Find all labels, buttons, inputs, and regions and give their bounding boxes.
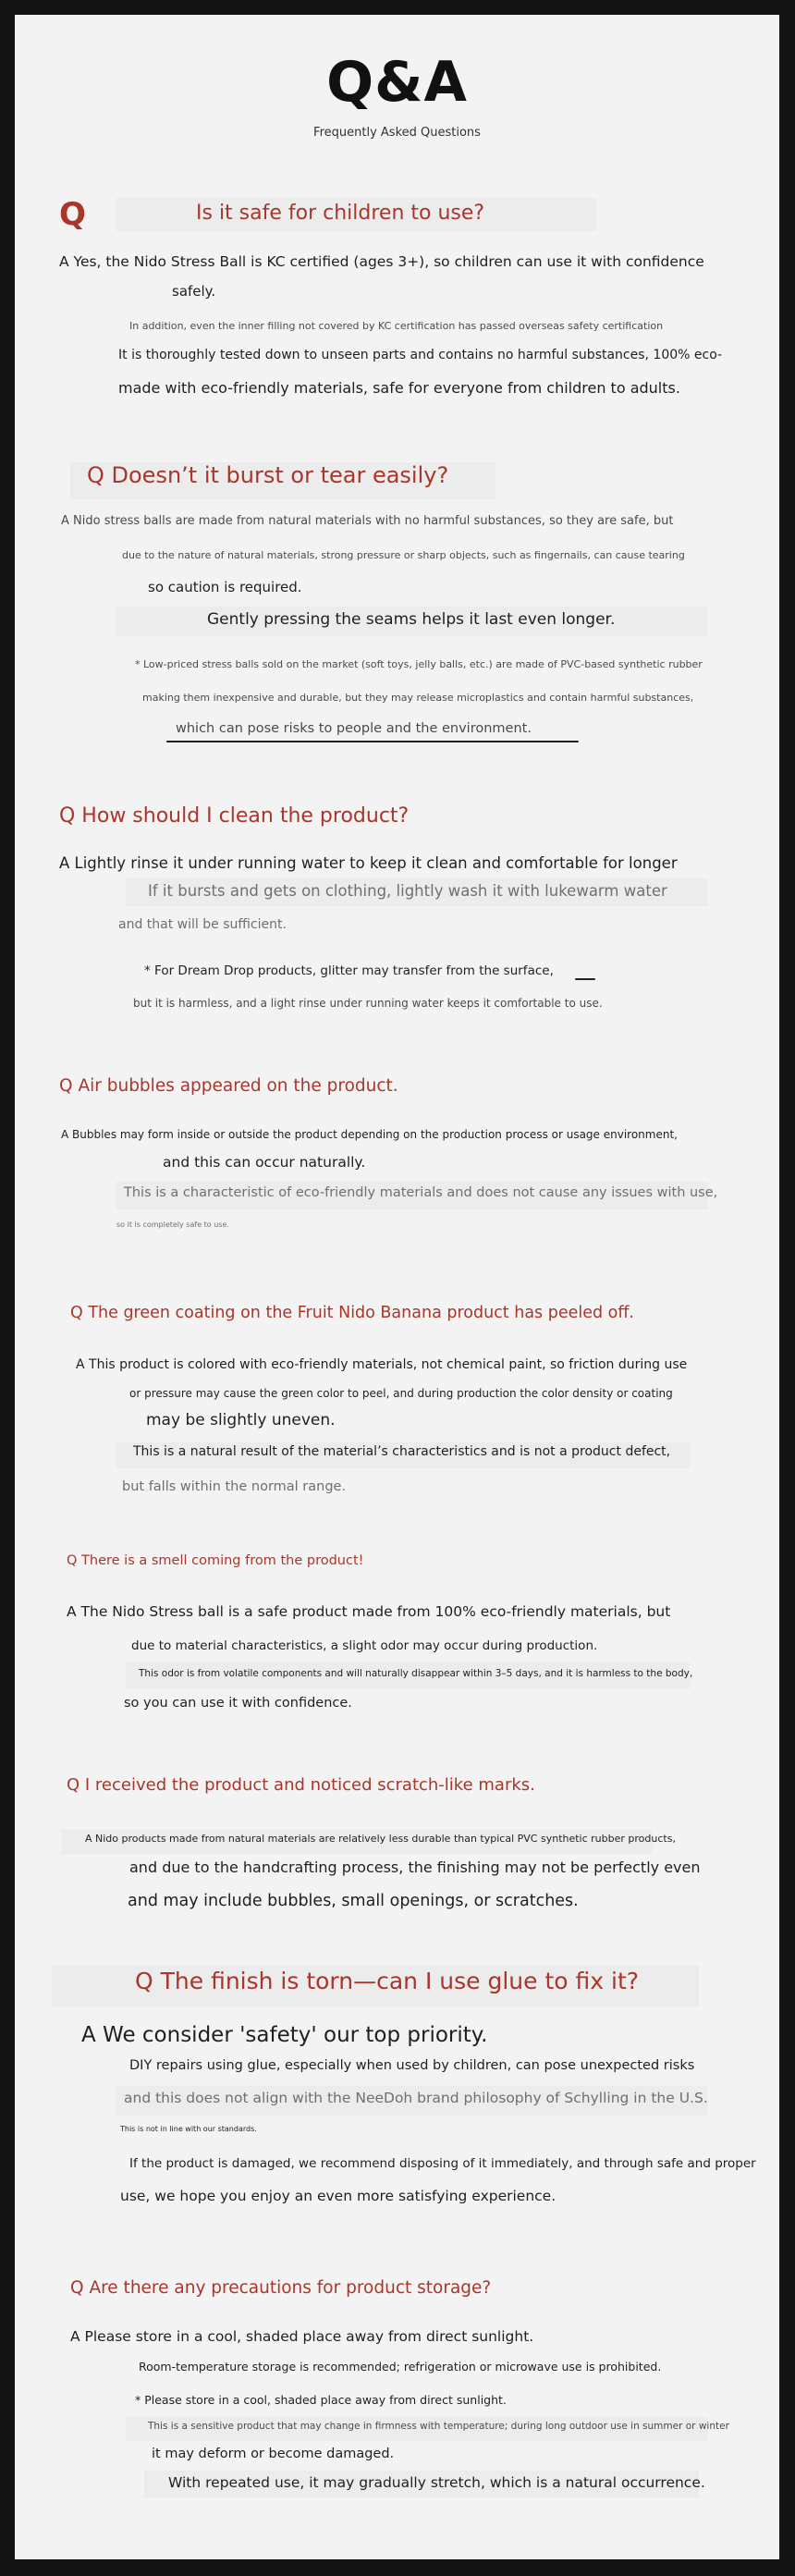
question-4: Q Air bubbles appeared on the product. <box>59 1076 398 1096</box>
answer-8-line-4: This is not in line with our standards. <box>120 2125 257 2133</box>
answer-2-line-4: Gently pressing the seams helps it last even longer. <box>207 610 616 629</box>
short-dash <box>575 978 595 980</box>
answer-1-line-1: A Yes, the Nido Stress Ball is KC certified (ages 3+), so children can use it with confidence <box>59 253 704 270</box>
answer-7-line-3: and may include bubbles, small openings, or scratches. <box>128 1892 579 1910</box>
answer-5-line-2: or pressure may cause the green color to peel, and during production the color density or coating <box>129 1387 673 1400</box>
answer-1-line-4: It is thoroughly tested down to unseen parts and contains no harmful substances, 100% eco- <box>118 348 723 362</box>
answer-2-line-2: due to the nature of natural materials, strong pressure or sharp objects, such as fingernails, can cause tearing <box>122 549 685 561</box>
page-subtitle: Frequently Asked Questions <box>313 126 481 140</box>
question-2: Q Doesn’t it burst or tear easily? <box>87 462 449 488</box>
answer-2-line-7: which can pose risks to people and the environment. <box>176 721 532 736</box>
answer-6-line-2: due to material characteristics, a slight odor may occur during production. <box>131 1638 598 1653</box>
answer-1-line-5: made with eco-friendly materials, safe for everyone from children to adults. <box>118 379 680 397</box>
answer-1-line-3: In addition, even the inner filling not covered by KC certification has passed overseas safety certification <box>129 320 664 332</box>
question-3: Q How should I clean the product? <box>59 804 410 828</box>
answer-6-line-3: This odor is from volatile components and will naturally disappear within 3–5 days, and it is harmless to the body, <box>139 1668 693 1679</box>
answer-4-line-4: so it is completely safe to use. <box>116 1221 229 1229</box>
answer-2-line-6: making them inexpensive and durable, but they may release microplastics and contain harmful substances, <box>142 692 694 704</box>
question-9: Q Are there any precautions for product storage? <box>70 2278 492 2298</box>
answer-8-line-5: If the product is damaged, we recommend disposing of it immediately, and through safe and proper <box>129 2156 756 2171</box>
answer-3-line-1: A Lightly rinse it under running water to keep it clean and comfortable for longer <box>59 854 678 872</box>
answer-8-line-1: A We consider 'safety' our top priority. <box>81 2023 488 2047</box>
answer-8-line-2: DIY repairs using glue, especially when used by children, can pose unexpected risks <box>129 2058 695 2073</box>
answer-1-line-2: safely. <box>172 283 216 300</box>
question-6: Q There is a smell coming from the product! <box>67 1553 364 1568</box>
answer-9-line-2: Room-temperature storage is recommended; refrigeration or microwave use is prohibited. <box>139 2360 662 2374</box>
question-5: Q The green coating on the Fruit Nido Banana product has peeled off. <box>70 1304 634 1322</box>
answer-9-line-1: A Please store in a cool, shaded place away from direct sunlight. <box>70 2328 534 2345</box>
answer-3-line-3: and that will be sufficient. <box>118 917 287 932</box>
answer-3-line-5: but it is harmless, and a light rinse under running water keeps it comfortable to use. <box>133 997 603 1010</box>
answer-7-line-2: and due to the handcrafting process, the finishing may not be perfectly even <box>129 1858 701 1876</box>
answer-4-line-2: and this can occur naturally. <box>163 1154 366 1171</box>
answer-9-line-4: This is a sensitive product that may change in firmness with temperature; during long outdoor use in summer or winter <box>148 2421 729 2432</box>
faq-page <box>15 15 779 2559</box>
answer-2-line-5: * Low-priced stress balls sold on the market (soft toys, jelly balls, etc.) are made of PVC-based synthetic rubber <box>135 658 703 670</box>
question-1: Is it safe for children to use? <box>196 202 485 225</box>
answer-7-line-1: A Nido products made from natural materials are relatively less durable than typical PVC synthetic rubber products, <box>85 1833 676 1845</box>
answer-2-line-3: so caution is required. <box>148 579 302 595</box>
page-title: Q&A <box>326 50 468 115</box>
answer-3-line-2: If it bursts and gets on clothing, lightly wash it with lukewarm water <box>148 882 667 900</box>
answer-4-line-1: A Bubbles may form inside or outside the product depending on the production process or usage environment, <box>61 1128 678 1141</box>
answer-9-line-5: it may deform or become damaged. <box>152 2447 395 2461</box>
question-mark-q1: Q <box>59 196 86 233</box>
answer-6-line-1: A The Nido Stress ball is a safe product made from 100% eco-friendly materials, but <box>67 1603 671 1620</box>
answer-8-line-3: and this does not align with the NeeDoh brand philosophy of Schylling in the U.S. <box>124 2090 708 2106</box>
question-7: Q I received the product and noticed scratch-like marks. <box>67 1775 535 1795</box>
answer-5-line-1: A This product is colored with eco-friendly materials, not chemical paint, so friction during use <box>76 1357 688 1372</box>
answer-2-line-1: A Nido stress balls are made from natural materials with no harmful substances, so they are safe, but <box>61 514 674 528</box>
answer-6-line-4: so you can use it with confidence. <box>124 1696 352 1711</box>
answer-4-line-3: This is a characteristic of eco-friendly materials and does not cause any issues with use, <box>124 1185 718 1200</box>
question-8: Q The finish is torn—can I use glue to fix it? <box>135 1968 640 1994</box>
answer-9-line-3: * Please store in a cool, shaded place away from direct sunlight. <box>135 2393 507 2407</box>
answer-9-line-6: With repeated use, it may gradually stretch, which is a natural occurrence. <box>168 2474 705 2491</box>
answer-5-line-5: but falls within the normal range. <box>122 1479 347 1494</box>
answer-5-line-3: may be slightly uneven. <box>146 1411 336 1429</box>
answer-8-line-6: use, we hope you enjoy an even more satisfying experience. <box>120 2188 556 2204</box>
answer-5-line-4: This is a natural result of the material’s characteristics and is not a product defect, <box>133 1444 671 1459</box>
answer-3-line-4: * For Dream Drop products, glitter may transfer from the surface, <box>144 963 554 978</box>
brush-underline <box>166 741 579 742</box>
